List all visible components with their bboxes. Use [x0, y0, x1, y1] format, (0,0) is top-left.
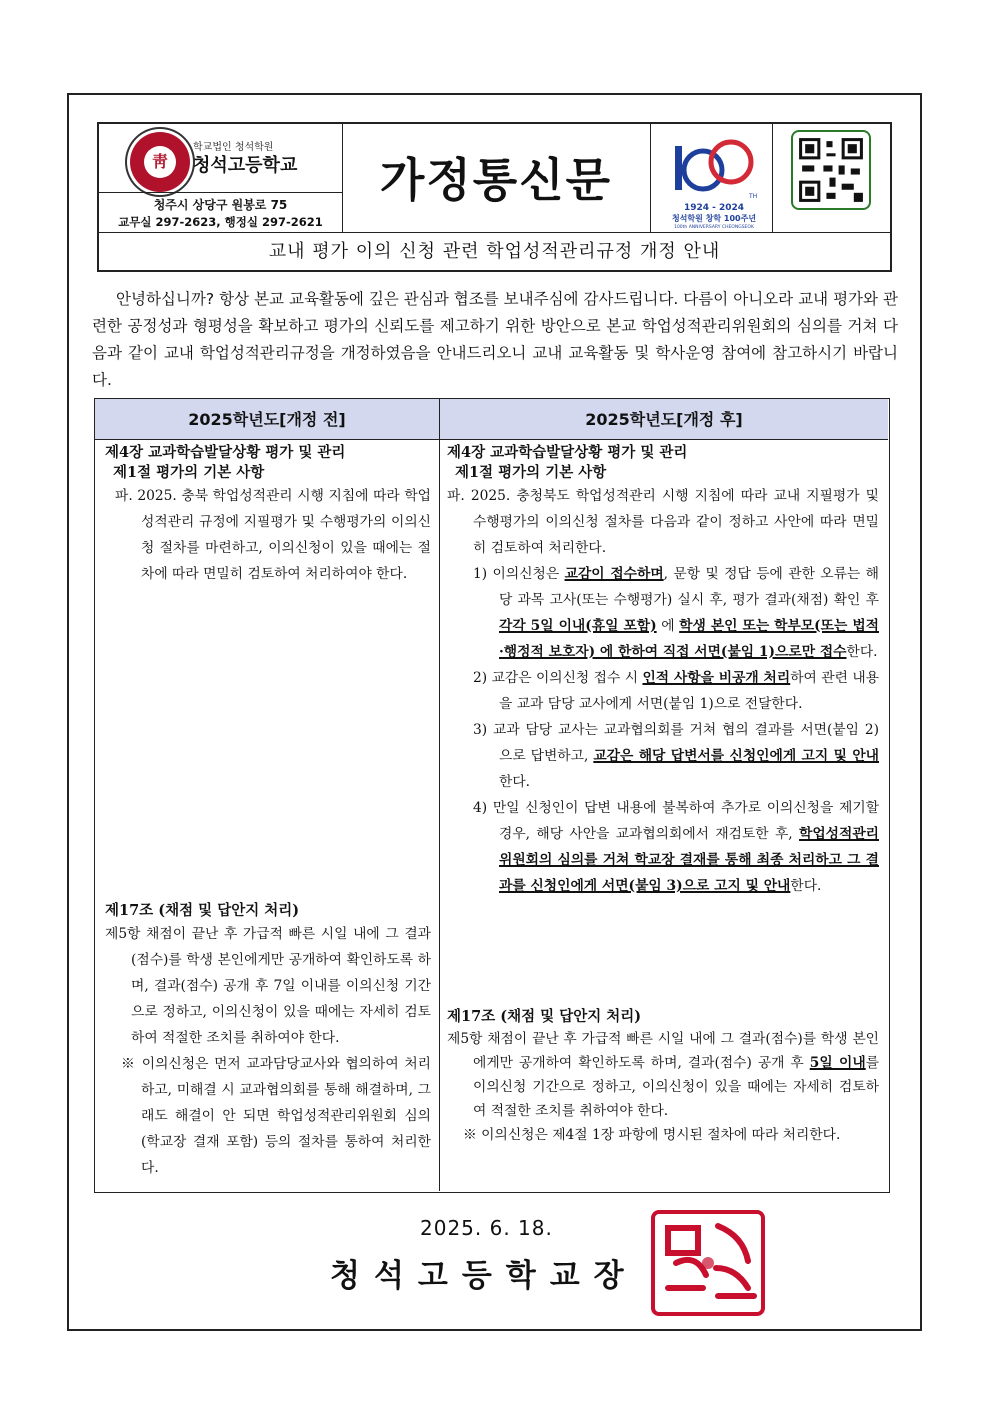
after-column-header: 2025학년도[개정 후]	[439, 399, 888, 440]
before-column-header: 2025학년도[개정 전]	[95, 399, 439, 440]
before-article-title: 제17조 (채점 및 답안지 처리)	[105, 902, 300, 919]
intro-paragraph: 안녕하십니까? 항상 본교 교육활동에 깊은 관심과 협조를 보내주심에 감사드립니다. 다름이 아니오라 교내 평가와 관련한 공정성과 형평성을 확보하고 평가의 신뢰도를 제고하기 위한 방안으로 본교 학업성적관리위원회의 심의를 거쳐 다음과 같이 교내 학업성적관리규정을 개정하였음을 안내드리오니 교내 교육활동 및 학사운영 참여에 참고하시기 바랍니다.	[92, 290, 898, 389]
issue-date: 2025. 6. 18.	[420, 1216, 553, 1240]
before-chapter: 제4장 교과학습발달상황 평가 및 관리	[105, 444, 346, 461]
after-step-4: 4) 만일 신청인이 답변 내용에 불복하여 추가로 이의신청을 제기할 경우, 해당 사안을 교과협의회에서 재검토한 후, 학업성적관리위원회의 심의를 거쳐 학교장 결재를 통해 최종 처리하고 그 결과를 신청인에게 서면(붙임 3)으로 고지 및 안내한다.	[473, 800, 879, 894]
centennial-caption: 청석학원 창학 100주년	[671, 214, 757, 223]
after-step-2: 2) 교감은 이의신청 접수 시 인적 사항을 비공개 처리하여 관련 내용을 교과 담당 교사에게 서면(붙임 1)으로 전달한다.	[473, 670, 879, 712]
before-clause-5: 제5항 채점이 끝난 후 가급적 빠른 시일 내에 그 결과(점수)를 학생 본인에게만 공개하여 확인하도록 하며, 결과(점수) 공개 후 7일 이내를 이의신청 기간으로 정하고, 이의신청이 있을 때에는 자세히 검토하여 적절한 조치를 취하여야 한다.	[105, 926, 431, 1046]
school-emblem-icon: 靑	[130, 132, 190, 192]
centennial-caption-en: 100th ANNIVERSARY CHEONGSEOK	[674, 225, 754, 230]
after-article-17	[447, 1007, 879, 1147]
paper-title: 가정통신문	[379, 153, 613, 207]
centennial-logo	[665, 132, 763, 230]
after-note: ※ 이의신청은 제4절 1장 파항에 명시된 절차에 따라 처리한다.	[463, 1127, 841, 1143]
centennial-years: 1924 - 2024	[683, 203, 745, 213]
before-item: 파. 2025. 충북 학업성적관리 시행 지침에 따라 학업성적관리 규정에 지필평가 및 수행평가의 이의신청 절차를 마련하고, 이의신청이 있을 때에는 절차에 따라 면밀히 검토하여 처리하여야 한다.	[115, 488, 431, 582]
school-name: 청석고등학교	[193, 155, 298, 176]
school-seal-stamp	[648, 1208, 768, 1318]
centennial-th: TH	[749, 193, 758, 200]
before-section: 제1절 평가의 기본 사항	[113, 464, 265, 481]
after-rules	[447, 443, 879, 899]
after-chapter: 제4장 교과학습발달상황 평가 및 관리	[447, 444, 688, 461]
school-phones: 교무실 297-2623, 행정실 297-2621	[118, 215, 323, 229]
after-article-title: 제17조 (채점 및 답안지 처리)	[447, 1008, 642, 1025]
school-foundation: 학교법인 청석학원	[193, 142, 274, 153]
after-step-1: 1) 이의신청은 교감이 접수하며, 문항 및 정답 등에 관한 오류는 해당 과목 고사(또는 수행평가) 실시 후, 평가 결과(채점) 확인 후 각각 5일 이내(휴일 포함) 에 학생 본인 또는 학부모(또는 법적·행정적 보호자) 에 한하여 직접 서면(붙임 1)으로만 접수한다.	[473, 566, 879, 660]
letterhead	[97, 122, 892, 272]
before-note: ※ 이의신청은 먼저 교과담당교사와 협의하여 처리하고, 미해결 시 교과협의회를 통해 해결하며, 그래도 해결이 안 되면 학업성적관리위원회 심의(학교장 결재 포함) 등의 절차를 통하여 처리한다.	[121, 1056, 431, 1176]
after-item: 파. 2025. 충청북도 학업성적관리 시행 지침에 따라 교내 지필평가 및 수행평가의 이의신청 절차를 다음과 같이 정하고 사안에 따라 면밀히 검토하여 처리한다.	[447, 488, 879, 556]
school-logo-block	[99, 124, 342, 192]
after-section: 제1절 평가의 기본 사항	[455, 464, 607, 481]
qr-code-icon[interactable]	[791, 130, 871, 210]
after-step-3: 3) 교과 담당 교사는 교과협의회를 거쳐 협의 결과를 서면(붙임 2)으로 답변하고, 교감은 해당 답변서를 신청인에게 고지 및 안내한다.	[473, 722, 880, 790]
school-address: 청주시 상당구 원봉로 75	[153, 198, 288, 212]
before-rules	[105, 443, 431, 587]
before-article-17	[105, 901, 431, 1181]
principal-signature: 청석고등학교장	[330, 1258, 638, 1294]
after-clause-5: 제5항 채점이 끝난 후 가급적 빠른 시일 내에 그 결과(점수)를 학생 본인에게만 공개하여 확인하도록 하며, 결과(점수) 공개 후 5일 이내를 이의신청 기간으로 정하고, 이의신청이 있을 때에는 자세히 검토하여 적절한 조치를 취하여야 한다.	[447, 1031, 880, 1119]
contact-block	[99, 192, 342, 232]
revision-table	[94, 398, 890, 1193]
notice-subtitle: 교내 평가 이의 신청 관련 학업성적관리규정 개정 안내	[99, 232, 890, 271]
